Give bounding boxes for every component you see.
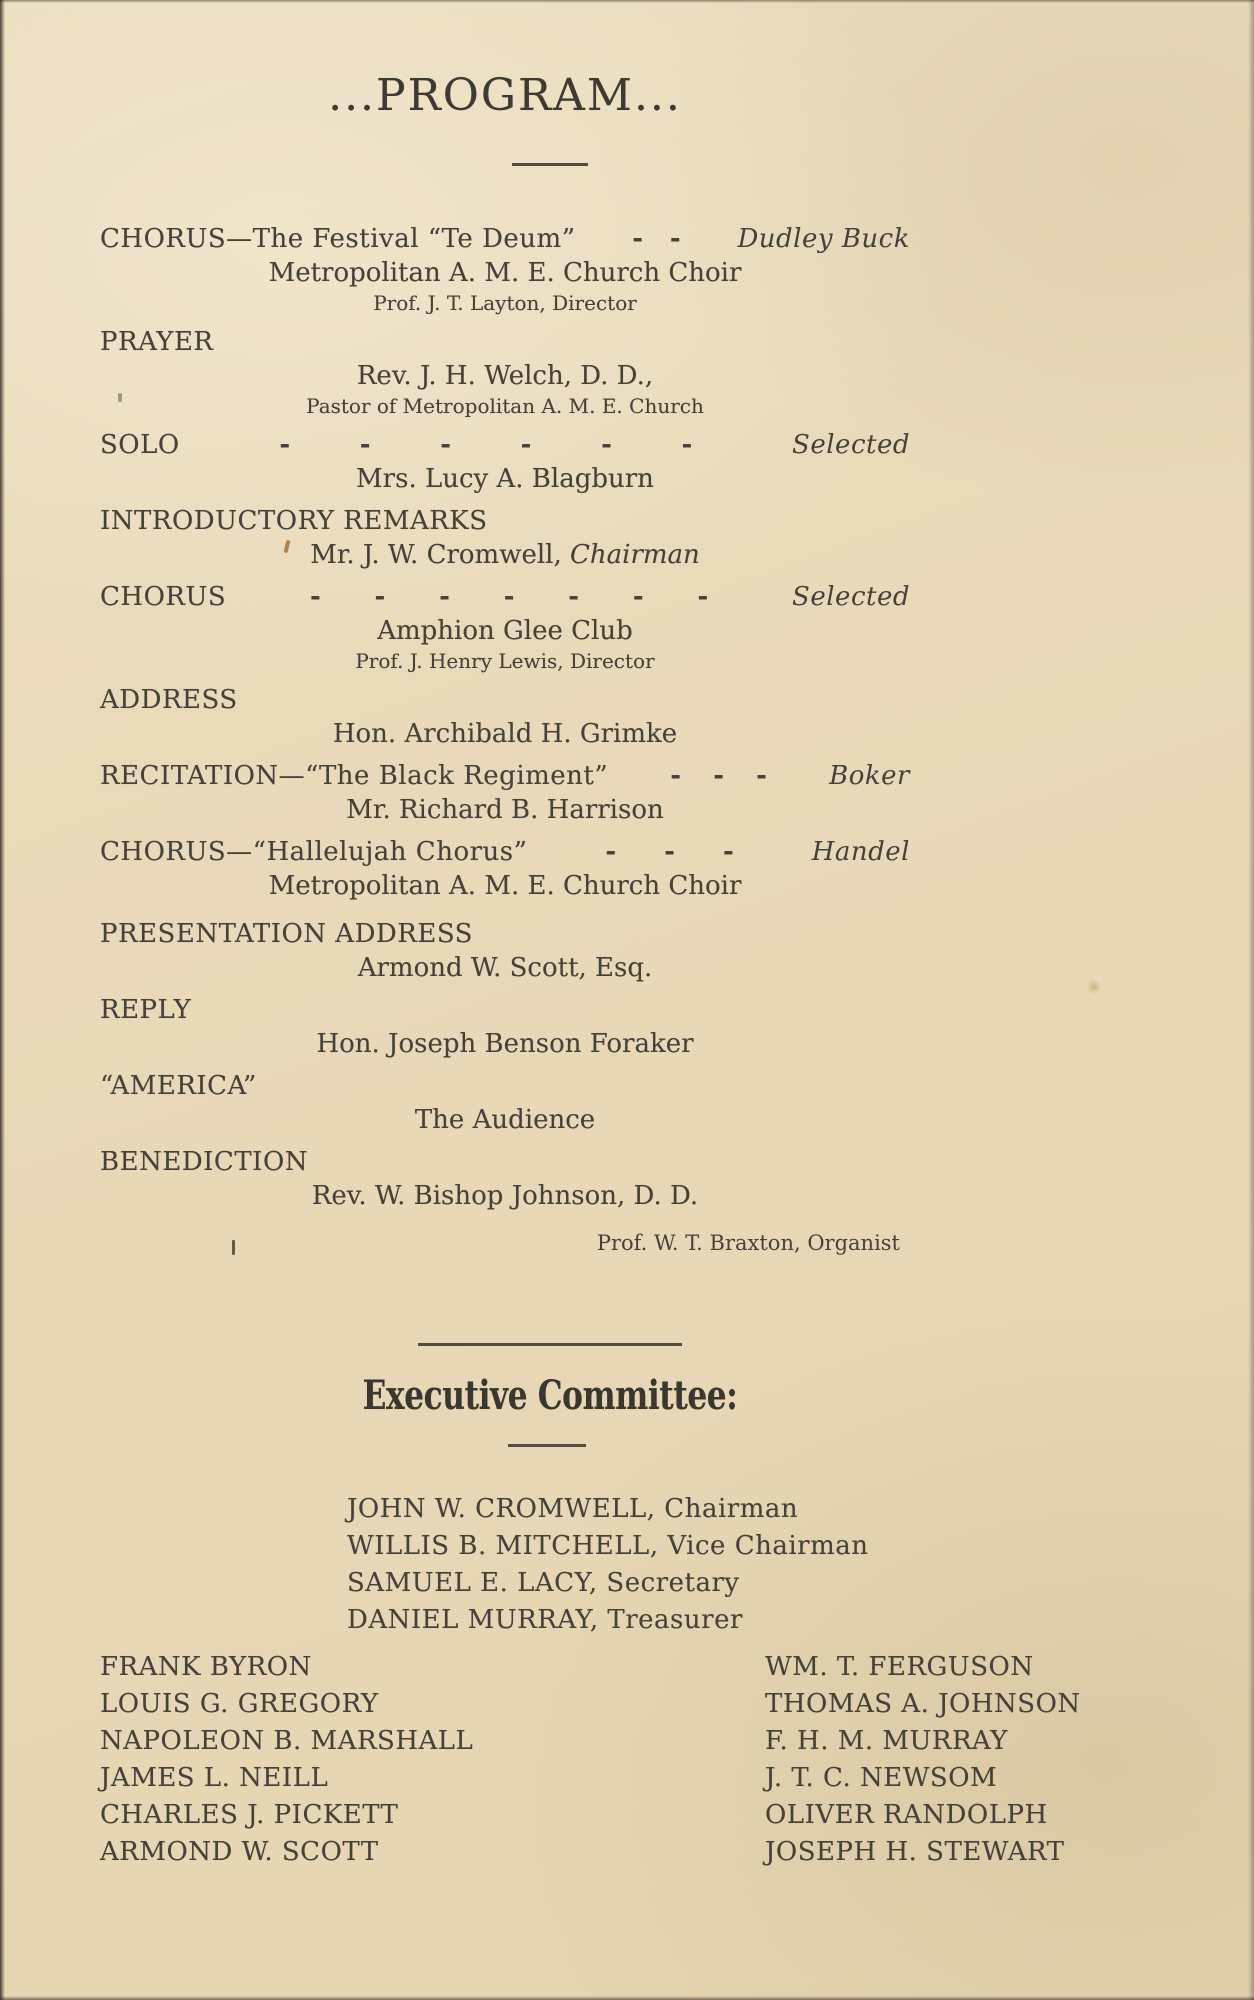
dash-leaders [180,428,792,462]
dash-leaders [608,759,829,793]
committee-member: JOSEPH H. STEWART [765,1837,1065,1867]
heading-divider [508,1444,586,1447]
director-line: Prof. J. T. Layton, Director [373,291,637,315]
program-item-row [100,835,910,869]
performer-line: Hon. Joseph Benson Foraker [316,1029,694,1059]
committee-member: ARMOND W. SCOTT [100,1837,379,1867]
dash-leaders [527,835,811,869]
dash-leader: - [279,430,291,460]
officer-line: DANIEL MURRAY, Treasurer [347,1605,743,1635]
dash-leader: - [664,837,675,867]
program-item [100,1069,910,1137]
program-item-label: PRESENTATION ADDRESS [100,919,473,949]
committee-member: J. T. C. NEWSOM [765,1763,998,1793]
program-item [100,428,910,496]
committee-member: WM. T. FERGUSON [765,1652,1034,1682]
dash-leader: - [756,761,767,791]
program-item [100,325,910,420]
program-item-label: CHORUS—The Festival “Te Deum” [100,224,576,254]
program-item-label: INTRODUCTORY REMARKS [100,506,488,536]
performer-line [100,538,910,572]
dash-leader: - [605,837,617,867]
director-line: Pastor of Metropolitan A. M. E. Church [306,394,704,418]
members-right-column [765,1649,1154,1871]
performer-line: Mrs. Lucy A. Blagburn [356,464,654,494]
dash-leader: - [713,761,725,791]
program-item-label: CHORUS [100,582,227,612]
scan-edge-right [1248,0,1254,2000]
dash-leader: - [374,582,386,612]
program-item [100,683,910,751]
dash-leader: - [632,224,644,254]
performer-line: Metropolitan A. M. E. Church Choir [268,871,742,901]
program-item [100,917,910,985]
program-item-label: BENEDICTION [100,1147,309,1177]
program-item-attribution: Selected [792,430,910,460]
program-item [100,504,910,572]
program-item-row [100,1145,910,1179]
performer-name: Mr. J. W. Cromwell, [310,540,570,570]
performer-line: Metropolitan A. M. E. Church Choir [268,258,742,288]
committee-officers [347,1491,910,1639]
dash-leader: - [503,582,515,612]
program-item-attribution: Selected [792,582,910,612]
committee-member: CHARLES J. PICKETT [100,1800,399,1830]
paper-speck [232,1240,235,1255]
committee-member: FRANK BYRON [100,1652,312,1682]
committee-member: NAPOLEON B. MARSHALL [100,1726,474,1756]
program-item-row [100,759,910,793]
dash-leader: - [670,761,682,791]
performer-line: Mr. Richard B. Harrison [346,795,664,825]
program-item-row [100,222,910,256]
program-item-label: ADDRESS [100,685,238,715]
program-item-row [100,580,910,614]
program-item-row [100,504,910,538]
scan-edge-top [0,0,1254,3]
dash-leader: - [722,837,734,867]
program-item-label: CHORUS—“Hallelujah Chorus” [100,837,528,867]
members-left-column [100,1649,765,1871]
committee-member: JAMES L. NEILL [100,1763,329,1793]
dash-leader: - [439,582,450,612]
performer-line: The Audience [414,1105,596,1135]
dash-leader: - [309,582,321,612]
dash-leader: - [632,582,644,612]
program-item-attribution: Handel [811,837,910,867]
program-item-attribution: Dudley Buck [737,224,910,254]
executive-committee-heading: Executive Committee: [362,1372,738,1419]
paper-speck [118,393,122,402]
performer-line: Amphion Glee Club [377,616,633,646]
dash-leader: - [697,582,709,612]
officer-line: JOHN W. CROMWELL, Chairman [347,1494,799,1524]
program-item [100,1145,910,1213]
program-item-label: RECITATION—“The Black Regiment” [100,761,609,791]
program-item [100,580,910,675]
officer-line: WILLIS B. MITCHELL, Vice Chairman [347,1531,869,1561]
committee-member: LOUIS G. GREGORY [100,1689,379,1719]
main-column [100,0,910,1639]
scan-edge-bottom [0,1996,1254,2000]
committee-member: THOMAS A. JOHNSON [765,1689,1081,1719]
title-divider [512,163,588,166]
dash-leader: - [520,430,532,460]
program-item-label: REPLY [100,995,192,1025]
program-item [100,835,910,903]
program-item-label: SOLO [100,430,180,460]
program-item-row [100,325,910,359]
program-item-attribution: Boker [829,761,910,791]
program-item [100,993,910,1061]
dash-leader: - [359,430,371,460]
performer-line: Rev. W. Bishop Johnson, D. D. [311,1181,699,1211]
paper-stain [1086,980,1102,994]
program-item-label: “AMERICA” [100,1071,257,1101]
director-line: Prof. J. Henry Lewis, Director [355,649,655,673]
dash-leader: - [601,430,612,460]
performer-line: Hon. Archibald H. Grimke [332,719,678,749]
program-item-row [100,428,910,462]
dash-leaders [226,580,792,614]
performer-line: Armond W. Scott, Esq. [357,953,653,983]
program-item-row [100,917,910,951]
committee-members [100,1649,1154,1871]
dash-leader: - [440,430,452,460]
performer-line: Rev. J. H. Welch, D. D., [356,361,654,391]
program-item-label: PRAYER [100,327,214,357]
program-item-row [100,1069,910,1103]
committee-member: OLIVER RANDOLPH [765,1800,1048,1830]
organist-credit: Prof. W. T. Braxton, Organist [596,1231,900,1255]
program-item [100,222,910,317]
program-item-row [100,683,910,717]
program-list [100,222,910,1257]
program-item [100,759,910,827]
dash-leader: - [568,582,580,612]
program-item-row [100,993,910,1027]
dash-leaders [576,222,738,256]
dash-leader: - [669,224,681,254]
page-title: ...PROGRAM... [328,70,682,121]
section-divider [418,1343,682,1346]
committee-member: F. H. M. MURRAY [765,1726,1008,1756]
officer-line: SAMUEL E. LACY, Secretary [347,1568,740,1598]
performer-role-italic: Chairman [570,540,700,570]
dash-leader: - [681,430,693,460]
scan-edge-left [0,0,5,2000]
